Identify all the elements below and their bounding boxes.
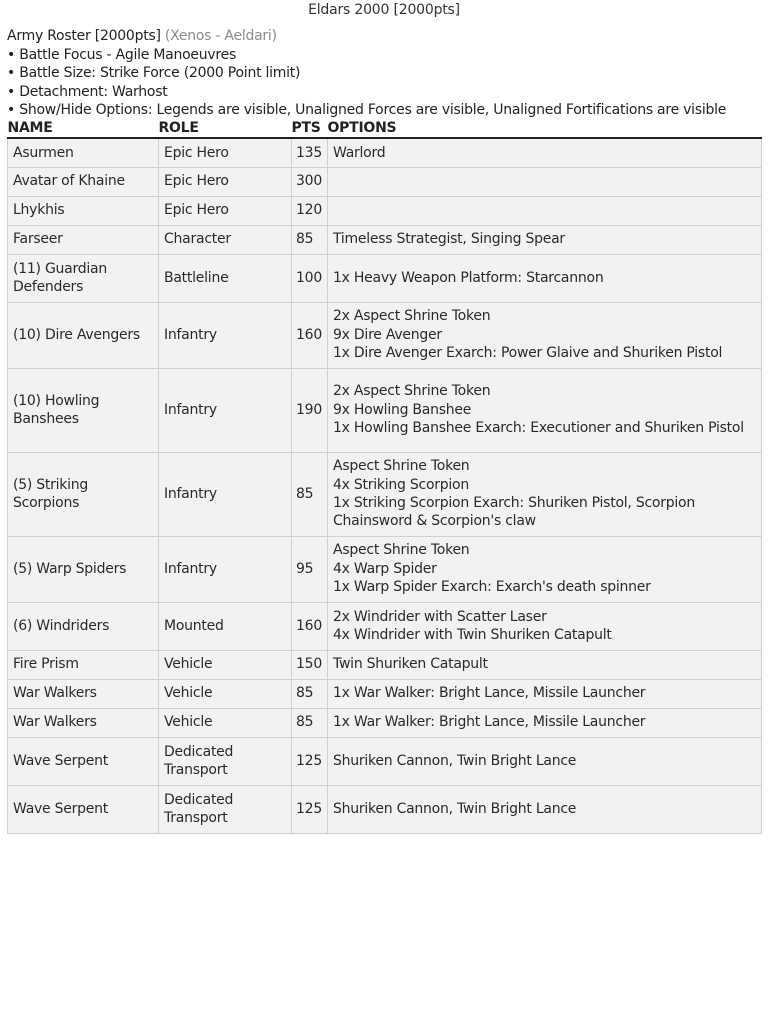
table-row	[8, 650, 762, 679]
document-title: Eldars 2000 [2000pts]	[308, 2, 460, 18]
option-line: 9x Howling Banshee	[333, 401, 472, 418]
roster-table-body	[8, 138, 762, 833]
table-row	[8, 167, 762, 196]
unit-options-cell	[328, 225, 762, 254]
option-line: Aspect Shrine Token	[333, 542, 470, 559]
unit-options-cell	[328, 302, 762, 368]
unit-name-cell: (5) Warp Spiders	[8, 536, 159, 602]
option-line: 4x Warp Spider	[333, 560, 437, 577]
unit-name-cell: Farseer	[8, 225, 159, 254]
unit-role-cell: Battleline	[159, 254, 292, 302]
unit-name-cell: Avatar of Khaine	[8, 167, 159, 196]
unit-options-cell	[328, 785, 762, 833]
option-line: 1x Dire Avenger Exarch: Power Glaive and Shuriken Pistol	[333, 345, 723, 362]
option-line: Warlord	[333, 144, 386, 161]
unit-options-cell	[328, 536, 762, 602]
unit-options-cell	[328, 737, 762, 785]
option-line: 4x Striking Scorpion	[333, 476, 469, 493]
faction-label: (Xenos - Aeldari)	[164, 28, 277, 44]
roster-bullet: • Battle Focus - Agile Manoeuvres	[7, 46, 237, 63]
unit-role-cell: Epic Hero	[159, 196, 292, 225]
unit-pts-cell: 300	[292, 167, 328, 196]
unit-options-cell	[328, 254, 762, 302]
unit-pts-cell: 125	[292, 737, 328, 785]
roster-bullet: • Battle Size: Strike Force (2000 Point limit)	[7, 65, 301, 81]
unit-role-cell: Dedicated Transport	[159, 785, 292, 833]
unit-role-cell: Infantry	[159, 368, 292, 452]
unit-name-cell: War Walkers	[8, 708, 159, 737]
unit-name-cell: (11) Guardian Defenders	[8, 254, 159, 302]
table-row	[8, 254, 762, 302]
unit-pts-cell: 125	[292, 785, 328, 833]
unit-pts-cell: 150	[292, 650, 328, 679]
unit-name-cell: Asurmen	[8, 138, 159, 167]
option-line: 2x Aspect Shrine Token	[333, 308, 491, 325]
column-header-role: ROLE	[159, 119, 292, 138]
option-line: 2x Windrider with Scatter Laser	[333, 608, 547, 625]
unit-options-cell	[328, 196, 762, 225]
table-row	[8, 785, 762, 833]
unit-name-cell: Lhykhis	[8, 196, 159, 225]
unit-name-cell: (5) Striking Scorpions	[8, 452, 159, 536]
option-line: 9x Dire Avenger	[333, 326, 442, 343]
unit-name-cell: Wave Serpent	[8, 737, 159, 785]
unit-options-cell	[328, 679, 762, 708]
unit-role-cell: Vehicle	[159, 679, 292, 708]
unit-pts-cell: 85	[292, 225, 328, 254]
table-row	[8, 225, 762, 254]
unit-options-cell	[328, 138, 762, 167]
unit-name-cell: Fire Prism	[8, 650, 159, 679]
unit-options-cell	[328, 167, 762, 196]
unit-name-cell: (6) Windriders	[8, 602, 159, 650]
unit-pts-cell: 120	[292, 196, 328, 225]
unit-options-cell	[328, 650, 762, 679]
roster-table	[7, 119, 762, 834]
table-row	[8, 536, 762, 602]
roster-bullet: • Show/Hide Options: Legends are visible, Unaligned Forces are visible, Unaligned Fortifications are visible	[7, 102, 727, 118]
option-line: 4x Windrider with Twin Shuriken Catapult	[333, 627, 612, 643]
table-header-row	[8, 119, 762, 138]
table-row	[8, 452, 762, 536]
unit-role-cell: Infantry	[159, 536, 292, 602]
unit-role-cell: Vehicle	[159, 708, 292, 737]
unit-options-cell	[328, 602, 762, 650]
unit-role-cell: Infantry	[159, 452, 292, 536]
unit-pts-cell: 135	[292, 138, 328, 167]
column-header-name: NAME	[8, 119, 159, 138]
option-line: 1x War Walker: Bright Lance, Missile Launcher	[333, 685, 646, 702]
unit-name-cell: Wave Serpent	[8, 785, 159, 833]
table-row	[8, 602, 762, 650]
unit-name-cell: (10) Howling Banshees	[8, 368, 159, 452]
roster-header	[7, 27, 765, 120]
roster-bullet: • Detachment: Warhost	[7, 83, 168, 100]
option-line: Shuriken Cannon, Twin Bright Lance	[333, 752, 577, 769]
option-line: 1x War Walker: Bright Lance, Missile Launcher	[333, 714, 646, 731]
unit-role-cell: Infantry	[159, 302, 292, 368]
table-row	[8, 679, 762, 708]
option-line: 1x Warp Spider Exarch: Exarch's death spinner	[333, 579, 651, 596]
roster-summary-line	[7, 27, 765, 46]
unit-role-cell: Epic Hero	[159, 138, 292, 167]
option-line: 1x Striking Scorpion Exarch: Shuriken Pistol, Scorpion Chainsword & Scorpion's claw	[333, 495, 695, 530]
unit-pts-cell: 85	[292, 708, 328, 737]
option-line: 2x Aspect Shrine Token	[333, 383, 491, 400]
option-line: Twin Shuriken Catapult	[333, 656, 488, 673]
option-line: Shuriken Cannon, Twin Bright Lance	[333, 800, 577, 817]
unit-pts-cell: 95	[292, 536, 328, 602]
table-row	[8, 708, 762, 737]
unit-role-cell: Character	[159, 225, 292, 254]
unit-pts-cell: 100	[292, 254, 328, 302]
unit-role-cell: Mounted	[159, 602, 292, 650]
roster-label: Army Roster [2000pts]	[7, 28, 161, 44]
unit-name-cell: (10) Dire Avengers	[8, 302, 159, 368]
table-row	[8, 138, 762, 167]
option-line: 1x Howling Banshee Exarch: Executioner and Shuriken Pistol	[333, 420, 744, 437]
unit-pts-cell: 160	[292, 602, 328, 650]
unit-pts-cell: 160	[292, 302, 328, 368]
unit-options-cell	[328, 452, 762, 536]
column-header-options: OPTIONS	[328, 119, 762, 138]
column-header-pts: PTS	[292, 119, 328, 138]
unit-name-cell: War Walkers	[8, 679, 159, 708]
unit-options-cell	[328, 708, 762, 737]
unit-options-cell	[328, 368, 762, 452]
option-line: Timeless Strategist, Singing Spear	[333, 231, 565, 248]
unit-role-cell: Epic Hero	[159, 167, 292, 196]
unit-pts-cell: 85	[292, 679, 328, 708]
option-line: 1x Heavy Weapon Platform: Starcannon	[333, 269, 604, 286]
table-row	[8, 737, 762, 785]
unit-pts-cell: 85	[292, 452, 328, 536]
unit-pts-cell: 190	[292, 368, 328, 452]
option-line: Aspect Shrine Token	[333, 458, 470, 475]
unit-role-cell: Dedicated Transport	[159, 737, 292, 785]
table-row	[8, 368, 762, 452]
unit-role-cell: Vehicle	[159, 650, 292, 679]
table-row	[8, 302, 762, 368]
table-row	[8, 196, 762, 225]
